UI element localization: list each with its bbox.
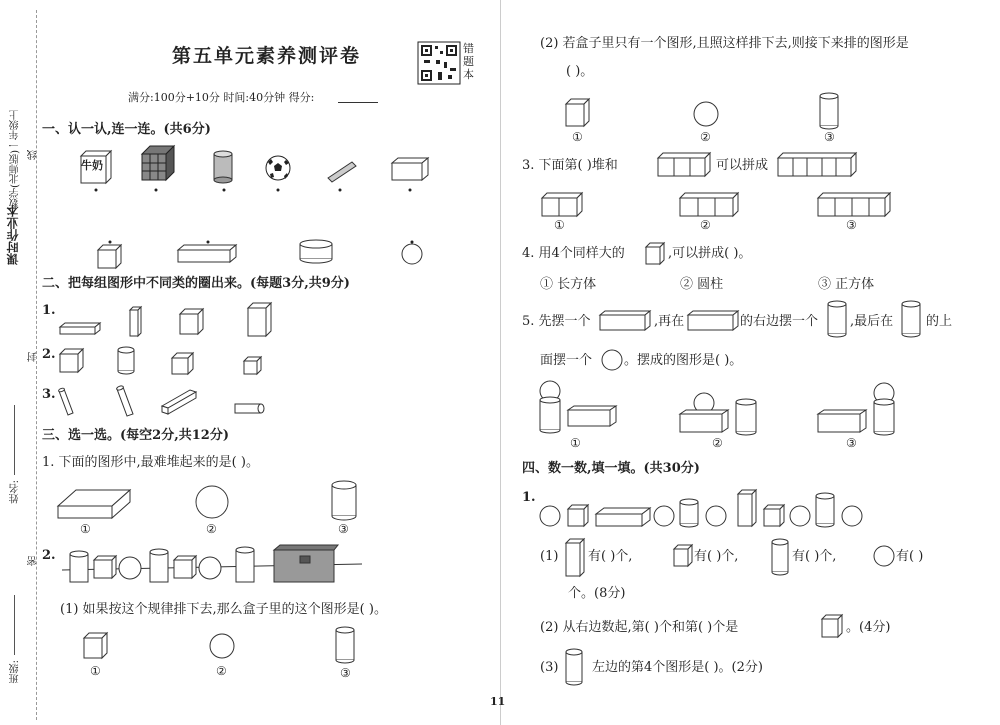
q2-2-cube-icon xyxy=(564,98,594,130)
s4-q1-cuboid-count[interactable]: 有( )个, xyxy=(588,549,633,564)
q3-option-3[interactable]: ③ xyxy=(846,218,857,232)
name-label: 姓名: xyxy=(10,480,21,504)
s4-q3-text[interactable]: 左边的第4个图形是( )。(2分) xyxy=(592,660,763,675)
cube-icon xyxy=(178,308,206,336)
class-blank[interactable] xyxy=(14,595,15,655)
s3-q5c: 的右边摆一个 xyxy=(740,314,819,329)
class-label: 班级: xyxy=(10,660,21,684)
q5-option-3[interactable]: ③ xyxy=(846,436,857,450)
lying-cylinder-icon xyxy=(232,402,266,416)
q3-target-icon xyxy=(776,152,858,178)
s2-number-3: 3. xyxy=(42,387,56,402)
s3-q4b: ,可以拼成( )。 xyxy=(668,246,752,261)
cylinder-icon xyxy=(116,346,138,376)
s3-q5b: ,再在 xyxy=(654,314,685,329)
s4-q1-sphere-count[interactable]: 有( ) xyxy=(896,549,924,564)
s3-q5f: 面摆一个 xyxy=(540,353,593,368)
tall-prism-icon xyxy=(128,306,144,338)
s4-q1-label: (1) xyxy=(540,549,559,564)
s4-q1-end: 个。(8分) xyxy=(568,586,626,601)
q1-option-1[interactable]: ① xyxy=(80,522,91,536)
page-number: 11 xyxy=(490,695,506,708)
soccer-ball-icon xyxy=(264,154,292,182)
q3-option-1[interactable]: ① xyxy=(554,218,565,232)
s4-q1-cube-count[interactable]: 有( )个, xyxy=(694,549,739,564)
q3-option-1-icon xyxy=(540,192,584,218)
s3-q5e: 的上 xyxy=(926,314,953,329)
q2-2-cylinder-icon xyxy=(818,92,842,132)
qr-label: 错题本 xyxy=(463,42,474,81)
q4-option-3[interactable]: ③ 正方体 xyxy=(818,277,875,292)
s4-cylinder-icon xyxy=(770,538,792,578)
q4-cube-icon xyxy=(644,242,666,266)
flat-box-icon xyxy=(56,488,132,524)
s3-q3a: 3. 下面第( )堆和 xyxy=(522,158,618,173)
qr-code-icon[interactable] xyxy=(418,42,460,84)
s2-number-2: 2. xyxy=(42,347,56,362)
milk-box-text: 牛奶 xyxy=(81,159,103,172)
q4-option-1[interactable]: ① 长方体 xyxy=(540,277,597,292)
s4-q2-end: 。(4分) xyxy=(846,620,891,635)
tilted-prism-icon xyxy=(160,388,200,416)
pattern-sequence xyxy=(62,544,368,588)
page-title: 第五单元素养测评卷 xyxy=(172,45,362,67)
s3-q4a: 4. 用4个同样大的 xyxy=(522,246,625,261)
bottom-cylinder-icon xyxy=(298,240,336,264)
q5-cuboid-icon xyxy=(598,310,652,332)
bottom-cuboid-icon xyxy=(176,244,240,264)
name-blank[interactable] xyxy=(14,405,15,475)
cube-icon-3 xyxy=(170,352,196,376)
q2-cylinder-icon xyxy=(334,626,358,666)
seal-line-1: 线 xyxy=(28,150,39,160)
subject-label: 数学(北师版)一年级上 xyxy=(10,110,21,208)
cylinder-icon-2 xyxy=(330,480,360,522)
seal-line-2: 封 xyxy=(28,352,39,362)
bottom-cube-icon xyxy=(96,244,126,270)
s3-q5a: 5. 先摆一个 xyxy=(522,314,591,329)
q2-cube-icon xyxy=(82,632,112,662)
s3-q2-1: (1) 如果按这个规律排下去,那么盒子里的这个图形是( )。 xyxy=(60,602,387,617)
matching-dots xyxy=(0,0,1,1)
q2-1-option-3[interactable]: ③ xyxy=(340,666,351,680)
q5-cylinder-icon xyxy=(826,300,850,340)
q2-1-option-1[interactable]: ① xyxy=(90,664,101,678)
q5-option-3-icon xyxy=(816,380,900,438)
q2-2-option-3[interactable]: ③ xyxy=(824,130,835,144)
section-2-heading: 二、把每组图形中不同类的圈出来。(每题3分,共9分) xyxy=(42,276,350,291)
q5-option-1[interactable]: ① xyxy=(570,436,581,450)
tilted-cylinder-icon-2 xyxy=(114,384,136,418)
s3-q5d: ,最后在 xyxy=(850,314,894,329)
q1-option-3[interactable]: ③ xyxy=(338,522,349,536)
q2-2-sphere-icon xyxy=(692,100,720,128)
q5-cylinder-icon-2 xyxy=(900,300,924,340)
q3-option-3-icon xyxy=(816,192,892,218)
sphere-icon xyxy=(194,484,230,520)
s3-q2-2b: ( )。 xyxy=(566,64,594,79)
s4-sphere-icon xyxy=(872,544,896,568)
rubik-cube-icon xyxy=(140,146,176,184)
section-3-heading: 三、选一选。(每空2分,共12分) xyxy=(42,428,229,443)
score-meta: 满分:100分+10分 时间:40分钟 得分: xyxy=(128,91,315,104)
s4-q2-text[interactable]: (2) 从右边数起,第( )个和第( )个是 xyxy=(540,620,739,635)
s4-cube-icon xyxy=(672,544,694,568)
can-icon xyxy=(212,150,236,186)
q5-cuboid-icon-2 xyxy=(686,310,740,332)
q2-sphere-icon xyxy=(208,632,236,660)
page-divider xyxy=(500,0,501,725)
s4-q2-cube-icon xyxy=(820,614,844,640)
count-sequence xyxy=(538,488,878,532)
section-1-heading: 一、认一认,连一连。(共6分) xyxy=(42,122,211,137)
score-blank[interactable] xyxy=(338,102,378,103)
q3-option-2[interactable]: ② xyxy=(700,218,711,232)
q2-2-option-2[interactable]: ② xyxy=(700,130,711,144)
q5-option-2-icon xyxy=(678,390,762,438)
s4-q3-cylinder-icon xyxy=(564,648,586,688)
s2-number-1: 1. xyxy=(42,303,56,318)
q5-option-1-icon xyxy=(538,380,618,436)
q2-1-option-2[interactable]: ② xyxy=(216,664,227,678)
q3-option-2-icon xyxy=(678,192,740,218)
s3-q3b: 可以拼成 xyxy=(716,158,769,173)
binding-line xyxy=(36,10,37,720)
tall-cuboid-icon xyxy=(246,302,274,338)
s4-tall-cuboid-icon xyxy=(564,538,588,578)
q2-2-option-1[interactable]: ① xyxy=(572,130,583,144)
s3-q1: 1. 下面的图形中,最难堆起来的是( )。 xyxy=(42,455,259,470)
s3-q2-2a: (2) 若盒子里只有一个图形,且照这样排下去,则接下来排的图形是 xyxy=(540,36,909,51)
tilted-cylinder-icon xyxy=(56,386,76,418)
cuboid-icon xyxy=(390,157,430,183)
seal-line-3: 密 xyxy=(28,556,39,566)
q4-option-2[interactable]: ② 圆柱 xyxy=(680,277,724,292)
book-name: 课时作业本 xyxy=(6,205,20,265)
s4-q3-label: (3) xyxy=(540,660,559,675)
q3-pile-a-icon xyxy=(656,152,712,178)
s4-q1-cylinder-count[interactable]: 有( )个, xyxy=(792,549,837,564)
q5-sphere-icon xyxy=(600,348,624,372)
cube-icon-4 xyxy=(242,356,264,376)
stick-icon xyxy=(326,160,358,184)
bottom-sphere-icon xyxy=(400,242,424,266)
cube-icon-2 xyxy=(58,348,86,374)
s4-number-1: 1. xyxy=(522,490,536,505)
q5-option-2[interactable]: ② xyxy=(712,436,723,450)
section-4-heading: 四、数一数,填一填。(共30分) xyxy=(522,461,700,476)
s3-q2: 2. xyxy=(42,548,56,563)
s3-q5g: 。摆成的图形是( )。 xyxy=(624,353,743,368)
flat-cuboid-icon xyxy=(58,322,102,336)
q1-option-2[interactable]: ② xyxy=(206,522,217,536)
